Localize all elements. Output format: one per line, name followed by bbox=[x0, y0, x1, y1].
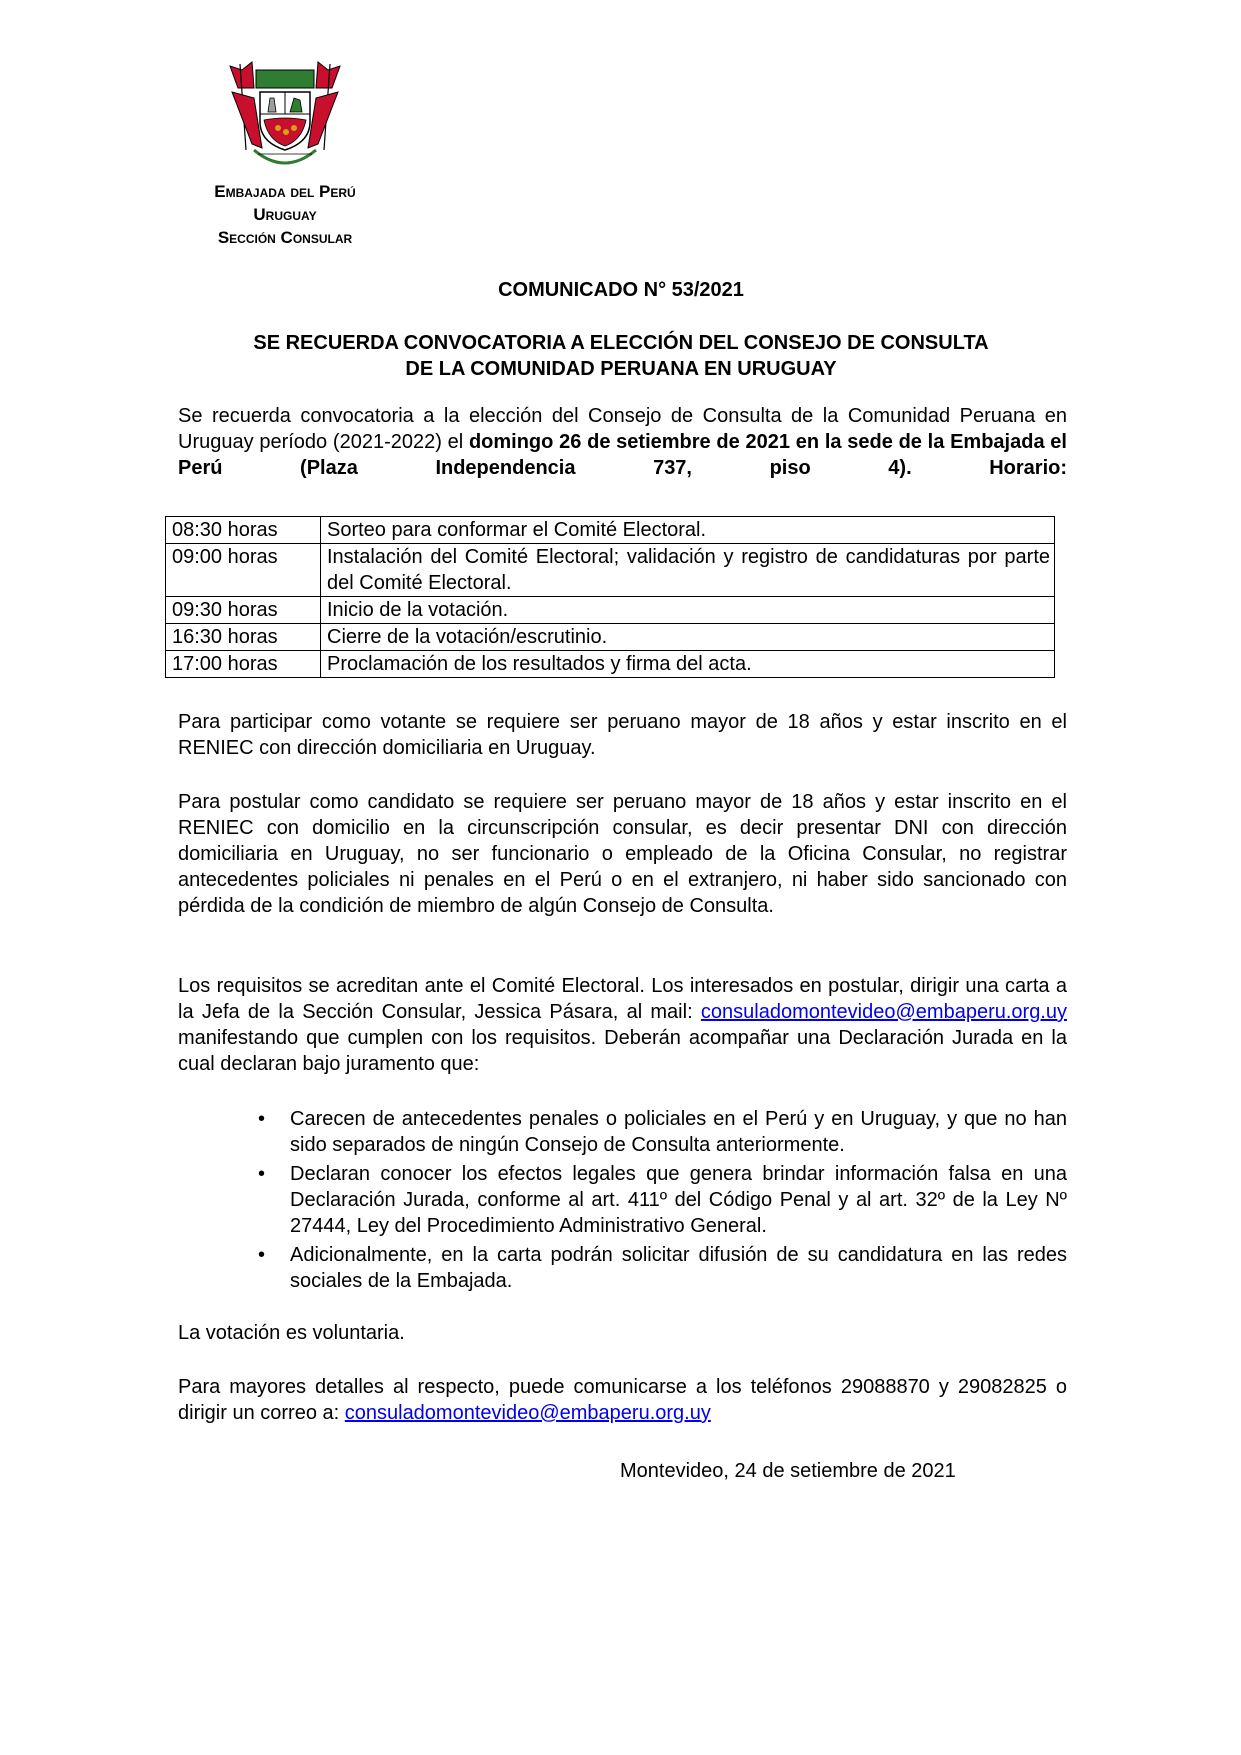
candidate-requirements-text: Para postular como candidato se requiere ser peruano mayor de 18 años y estar inscrito en el RENIEC con domicilio en la circunscripción consular, es decir presentar DNI con dirección domiciliaria en Uruguay, no ser funcionario o empleado de la Oficina Consular, no registrar antecedentes policiales ni penales en el Perú o en el extranjero, ni haber sido sancionado con pérdida de la condición de miembro de algún Consejo de Consulta. bbox=[178, 791, 1067, 917]
process-paragraph bbox=[178, 973, 1067, 1077]
list-item bbox=[178, 1106, 1067, 1158]
voter-requirements-text: Para participar como votante se requiere ser peruano mayor de 18 años y estar inscrito en el RENIEC con dirección domiciliaria en Uruguay. bbox=[178, 711, 1067, 759]
schedule-time: 16:30 horas bbox=[166, 624, 321, 651]
contact-paragraph bbox=[178, 1374, 1067, 1426]
schedule-activity: Cierre de la votación/escrutinio. bbox=[321, 624, 1055, 651]
table-row bbox=[166, 624, 1055, 651]
requirements-list bbox=[178, 1106, 1067, 1297]
list-item-text: Adicionalmente, en la carta podrán solicitar difusión de su candidatura en las redes sociales de la Embajada. bbox=[290, 1244, 1067, 1292]
schedule-time: 09:00 horas bbox=[166, 544, 321, 597]
document-number: COMUNICADO N° 53/2021 bbox=[498, 279, 744, 301]
embassy-header bbox=[150, 180, 420, 249]
email-link[interactable]: consuladomontevideo@embaperu.org.uy bbox=[700, 1001, 1067, 1023]
schedule-time: 17:00 horas bbox=[166, 651, 321, 678]
subject-line-2: DE LA COMUNIDAD PERUANA EN URUGUAY bbox=[405, 358, 837, 380]
process-text-after: manifestando que cumplen con los requisitos. Deberán acompañar una Declaración Jurada en la cual declaran bajo juramento que: bbox=[178, 1027, 1067, 1075]
schedule-activity: Proclamación de los resultados y firma del acta. bbox=[321, 651, 1055, 678]
table-row bbox=[166, 651, 1055, 678]
list-item bbox=[178, 1242, 1067, 1294]
bullet-icon: • bbox=[258, 1244, 266, 1266]
contact-email-link[interactable]: consuladomontevideo@embaperu.org.uy bbox=[344, 1402, 711, 1424]
org-name: Embajada del Perú bbox=[214, 182, 356, 201]
contact-text: Para mayores detalles al respecto, puede comunicarse a los teléfonos 29088870 y 29082825 o dirigir un correo a: bbox=[178, 1376, 1067, 1424]
schedule-time: 09:30 horas bbox=[166, 597, 321, 624]
schedule-table bbox=[165, 516, 1055, 678]
schedule-activity: Instalación del Comité Electoral; validación y registro de candidaturas por parte del Comité Electoral. bbox=[321, 544, 1055, 597]
org-section: Sección Consular bbox=[217, 228, 353, 247]
candidate-requirements bbox=[178, 789, 1067, 919]
schedule-activity: Sorteo para conformar el Comité Electoral. bbox=[321, 517, 1055, 544]
table-row bbox=[166, 517, 1055, 544]
document-subject bbox=[180, 330, 1062, 382]
bullet-icon: • bbox=[258, 1163, 266, 1185]
intro-text: Se recuerda convocatoria a la elección del Consejo de Consulta de la Comunidad Peruana en Uruguay período (2021-2022) el bbox=[178, 405, 1067, 453]
intro-paragraph bbox=[178, 403, 1067, 481]
subject-line-1: SE RECUERDA CONVOCATORIA A ELECCIÓN DEL CONSEJO DE CONSULTA bbox=[253, 332, 989, 354]
schedule-activity: Inicio de la votación. bbox=[321, 597, 1055, 624]
list-item-text: Declaran conocer los efectos legales que genera brindar información falsa en una Declaración Jurada, conforme al art. 411º del Código Penal y al art. 32º de la Ley Nº 27444, Ley del Procedimiento Administrativo General. bbox=[290, 1163, 1067, 1237]
voluntary-note bbox=[178, 1320, 1067, 1346]
signoff: Montevideo, 24 de setiembre de 2021 bbox=[620, 1460, 956, 1482]
intro-bold: domingo 26 de setiembre de 2021 en la sede de la Embajada el Perú (Plaza Independencia 737, piso 4). Horario: bbox=[178, 431, 1067, 479]
table-row bbox=[166, 544, 1055, 597]
process-text-before: Los requisitos se acreditan ante el Comité Electoral. Los interesados en postular, dirigir una carta a la Jefa de la Sección Consular, Jessica Pásara, al mail: bbox=[178, 975, 1067, 1023]
list-item bbox=[178, 1161, 1067, 1239]
voter-requirements bbox=[178, 709, 1067, 761]
schedule-time: 08:30 horas bbox=[166, 517, 321, 544]
org-country: Uruguay bbox=[253, 205, 317, 224]
coat-of-arms-icon bbox=[224, 58, 346, 176]
bullet-icon: • bbox=[258, 1108, 266, 1130]
list-item-text: Carecen de antecedentes penales o policiales en el Perú y en Uruguay, y que no han sido separados de ningún Consejo de Consulta anteriormente. bbox=[290, 1108, 1067, 1156]
voluntary-text: La votación es voluntaria. bbox=[178, 1322, 405, 1344]
table-row bbox=[166, 597, 1055, 624]
